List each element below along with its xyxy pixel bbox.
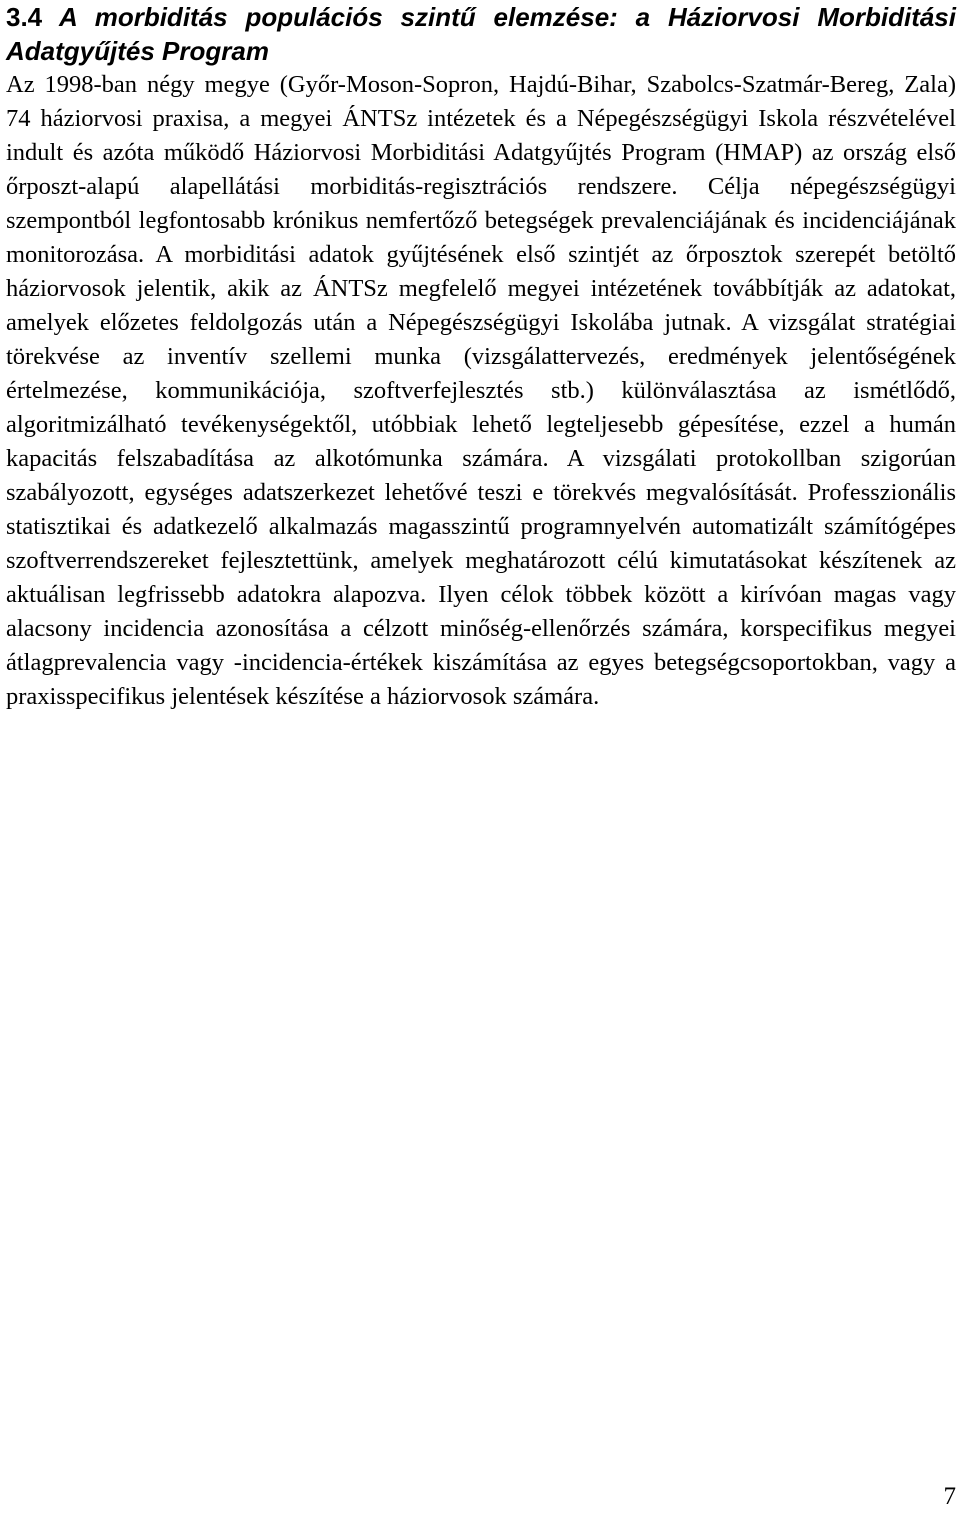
section-number: 3.4 [6, 2, 43, 32]
page-number: 7 [943, 1483, 956, 1510]
section-title: A morbiditás populációs szintű elemzése: a Háziorvosi Morbiditási Adatgyűjtés Program [6, 2, 956, 66]
section-heading [6, 0, 956, 68]
body-paragraph: Az 1998-ban négy megye (Győr-Moson-Sopron, Hajdú-Bihar, Szabolcs-Szatmár-Bereg, Zala) 74 háziorvosi praxisa, a megyei ÁNTSz intézetek és a Népegészségügyi Iskola részvételével indult és azóta működő Háziorvosi Morbiditási Adatgyűjtés Program (HMAP) az ország első őrposzt-alapú alapellátási morbiditás-regisztrációs rendszere. Célja népegészségügyi szempontból legfontosabb krónikus nemfertőző betegségek prevalenciájának és incidenciájának monitorozása. A morbiditási adatok gyűjtésének első szintjét az őrposztok szerepét betöltő háziorvosok jelentik, akik az ÁNTSz megfelelő megyei intézetének továbbítják az adatokat, amelyek előzetes feldolgozás után a Népegészségügyi Iskolába jutnak. A vizsgálat stratégiai törekvése az inventív szellemi munka (vizsgálattervezés, eredmények jelentőségének értelmezése, kommunikációja, szoftverfejlesztés stb.) különválasztása az ismétlődő, algoritmizálható tevékenységektől, utóbbiak lehető legteljesebb gépesítése, ezzel a humán kapacitás felszabadítása az alkotómunka számára. A vizsgálati protokollban szigorúan szabályozott, egységes adatszerkezet lehetővé teszi e törekvés megvalósítását. Professzionális statisztikai és adatkezelő alkalmazás magasszintű programnyelvén automatizált számítógépes szoftverrendszereket fejlesztettünk, amelyek meghatározott célú kimutatásokat készítenek az aktuálisan legfrissebb adatokra alapozva. Ilyen célok többek között a kirívóan magas vagy alacsony incidencia azonosítása a célzott minőség-ellenőrzés számára, korspecifikus megyei átlagprevalencia vagy -incidencia-értékek kiszámítása az egyes betegségcsoportokban, vagy a praxisspecifikus jelentések készítése a háziorvosok számára. [6, 71, 956, 710]
